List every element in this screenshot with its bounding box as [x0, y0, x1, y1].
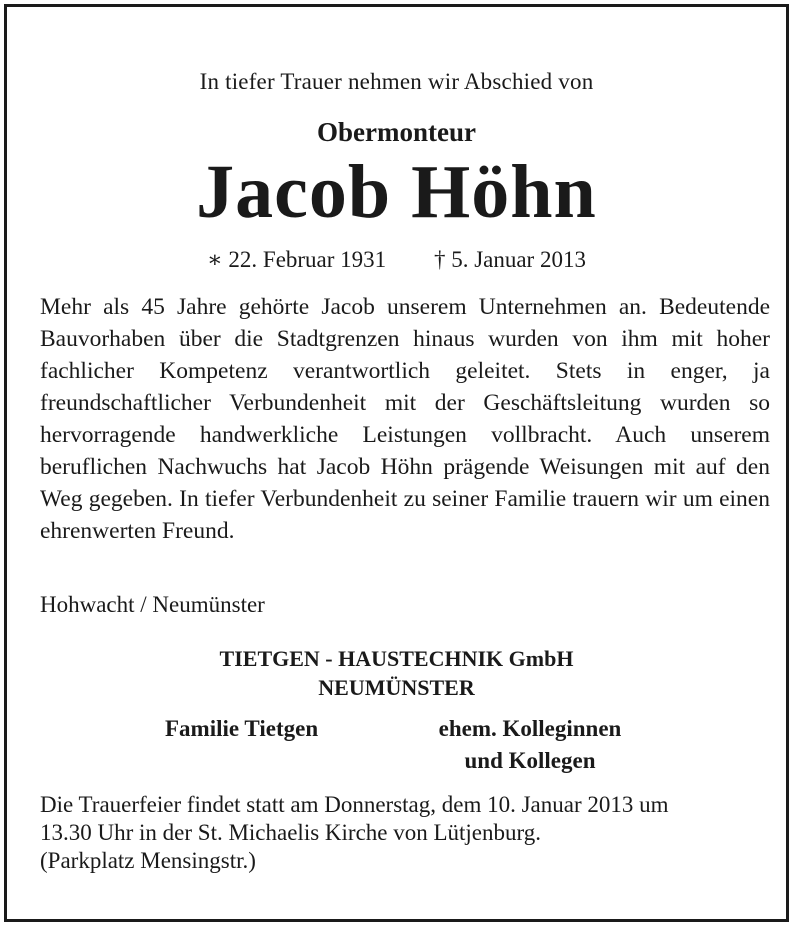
company-name: TIETGEN - HAUSTECHNIK GmbH [219, 646, 574, 671]
funeral-line-2: 13.30 Uhr in der St. Michaelis Kirche von Lütjenburg. [40, 820, 542, 845]
funeral-info [40, 791, 775, 875]
intro-line: In tiefer Trauer nehmen wir Abschied von [199, 69, 594, 94]
company-city: NEUMÜNSTER [318, 675, 475, 700]
deceased-role: Obermonteur [317, 117, 476, 147]
death-date: † 5. Januar 2013 [433, 247, 586, 272]
funeral-line-3: (Parkplatz Mensingstr.) [40, 848, 256, 873]
family-name: Familie Tietgen [165, 716, 319, 741]
life-dates [7, 247, 786, 273]
company-block [7, 644, 786, 702]
colleagues-line-1: ehem. Kolleginnen [438, 716, 622, 741]
place-line: Hohwacht / Neumünster [40, 592, 265, 617]
funeral-line-1: Die Trauerfeier findet statt am Donnerstag, dem 10. Januar 2013 um [40, 792, 669, 817]
colleagues-block [409, 713, 651, 777]
deceased-name: Jacob Höhn [196, 150, 597, 234]
colleagues-line-2: und Kollegen [464, 748, 596, 773]
obituary-frame [4, 4, 789, 922]
birth-date: ∗ 22. Februar 1931 [207, 247, 387, 272]
obituary-text: Mehr als 45 Jahre gehörte Jacob unserem Unternehmen an. Bedeutende Bauvorhaben über die Stadtgrenzen hinaus wurden von ihm mit hoher fachlicher Kompetenz verantwortlich geleitet. Stets in enger, ja freundschaftlicher Verbundenheit mit der Geschäftsleitung wurden so hervorragende handwerkliche Leistungen vollbracht. Auch unserem beruflichen Nachwuchs hat Jacob Höhn prägende Weisungen mit auf den Weg gegeben. In tiefer Verbundenheit zu seiner Familie trauern wir um einen ehrenwerten Freund. [40, 294, 770, 544]
